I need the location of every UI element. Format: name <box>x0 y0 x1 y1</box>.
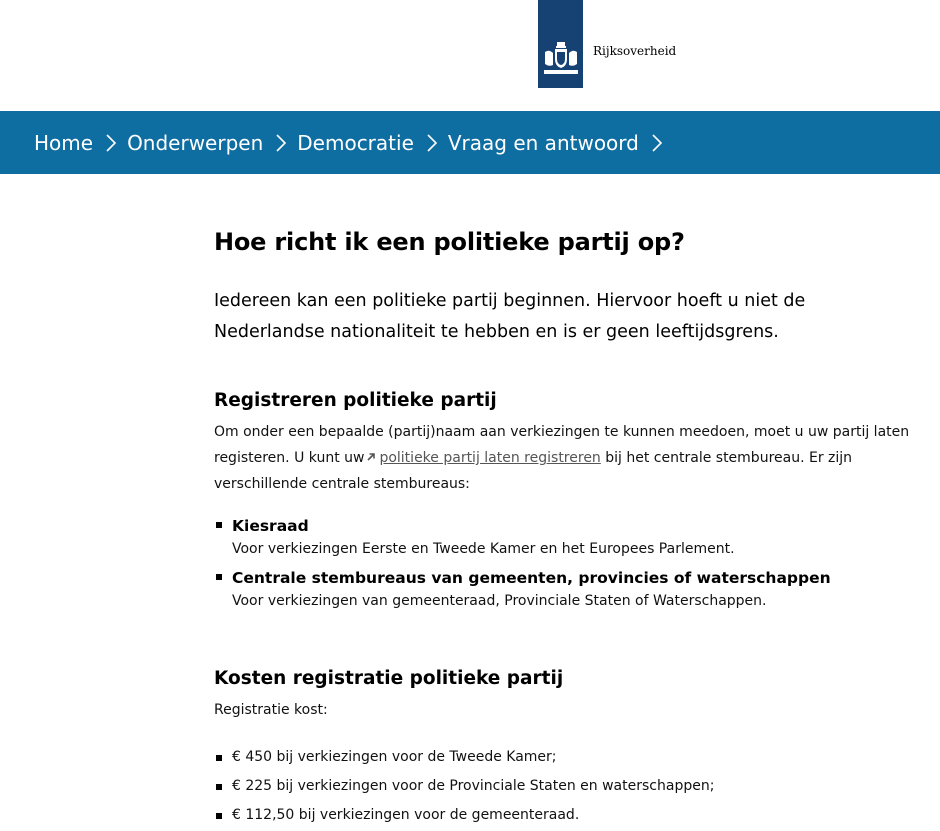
logo-text[interactable]: Rijksoverheid <box>593 44 677 58</box>
chevron-right-icon <box>275 133 287 153</box>
breadcrumb-link-home[interactable]: Home <box>34 130 94 155</box>
breadcrumb-link-vraag-en-antwoord[interactable]: Vraag en antwoord <box>447 130 639 155</box>
section-heading-registreren: Registreren politieke partij <box>214 390 497 411</box>
breadcrumb-item-democratie <box>297 131 448 155</box>
section-text-registreren <box>214 419 914 497</box>
coat-of-arms-icon <box>542 42 580 78</box>
section-heading-kosten: Kosten registratie politieke partij <box>214 668 564 689</box>
breadcrumb-link-onderwerpen[interactable]: Onderwerpen <box>127 130 264 155</box>
text-before-link: Om onder een bepaalde (partij)naam aan verkiezingen te kunnen meedoen, moet u uw partij laten registeren. U kunt uw <box>214 424 910 466</box>
chevron-right-icon <box>426 133 438 153</box>
list-item-title: Centrale stembureaus van gemeenten, provincies of waterschappen <box>232 569 831 587</box>
breadcrumb-item-home <box>34 131 127 155</box>
list-item <box>214 567 914 613</box>
intro-text: Iedereen kan een politieke partij beginnen. Hiervoor hoeft u niet de Nederlandse nationaliteit te hebben en is er geen leeftijdsgrens. <box>214 291 806 342</box>
site-header <box>0 0 940 111</box>
list-item <box>214 515 914 561</box>
section-text-kosten: Registratie kost: <box>214 702 328 718</box>
logo-block[interactable] <box>538 0 583 88</box>
breadcrumb-item-onderwerpen <box>127 131 297 155</box>
list-item-title: Kiesraad <box>232 517 309 535</box>
stembureau-list <box>214 515 914 613</box>
chevron-right-icon <box>651 133 663 153</box>
list-item: € 225 bij verkiezingen voor de Provinciale Staten en waterschappen; <box>214 772 714 801</box>
list-item-desc: Voor verkiezingen Eerste en Tweede Kamer en het Europees Parlement. <box>232 541 735 557</box>
register-party-link[interactable]: politieke partij laten registreren <box>379 450 601 466</box>
breadcrumb-item-vraag-en-antwoord <box>448 131 673 155</box>
text-after-link: bij het centrale stembureau. Er zijn verschillende centrale stembureaus: <box>214 450 853 492</box>
section-registreren <box>214 390 914 619</box>
list-item: € 450 bij verkiezingen voor de Tweede Kamer; <box>214 743 714 772</box>
breadcrumb-link-democratie[interactable]: Democratie <box>297 130 414 155</box>
chevron-right-icon <box>105 133 117 153</box>
list-item: € 112,50 bij verkiezingen voor de gemeenteraad. <box>214 801 714 830</box>
cost-list <box>214 743 714 830</box>
breadcrumb <box>0 111 940 174</box>
list-item-desc: Voor verkiezingen van gemeenteraad, Provinciale Staten of Waterschappen. <box>232 593 767 609</box>
external-link-icon <box>366 452 376 462</box>
article <box>214 228 914 823</box>
page-title: Hoe richt ik een politieke partij op? <box>214 228 685 256</box>
section-kosten <box>214 668 714 830</box>
